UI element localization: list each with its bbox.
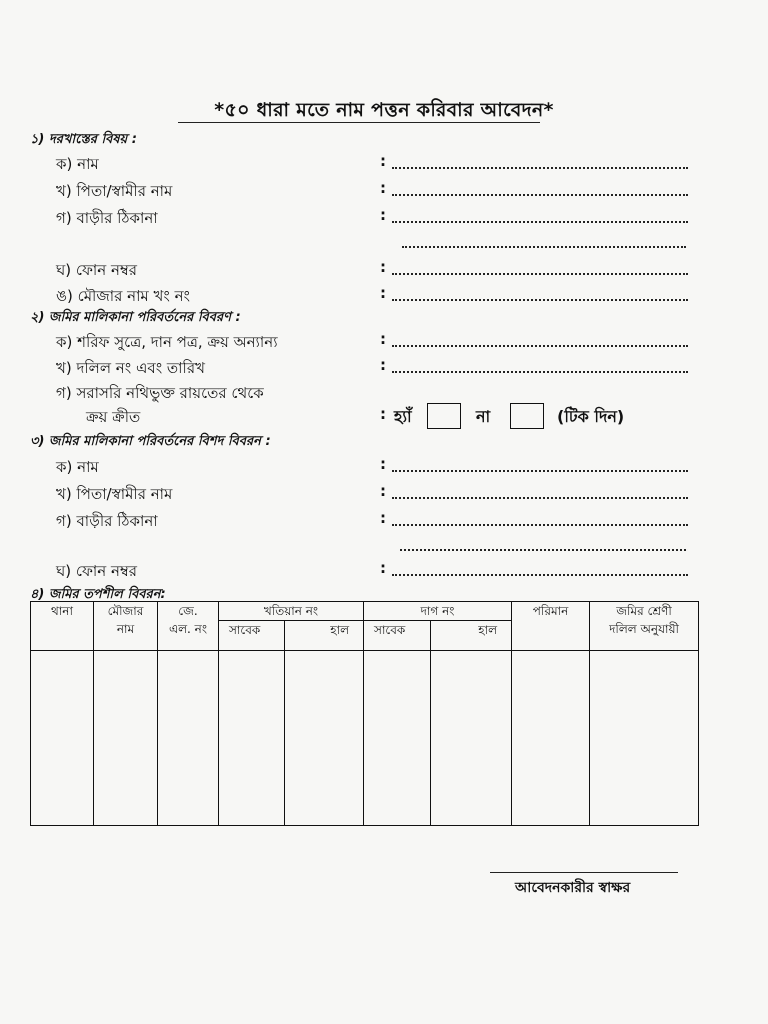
s3-name-colon: : — [380, 455, 386, 473]
land-details-table — [30, 601, 699, 826]
section4-heading: ৪) জমির তপশীল বিবরন: — [30, 587, 166, 602]
yes-label: হ্যাঁ — [394, 407, 412, 426]
col-jl — [158, 602, 219, 651]
s3-address-colon: : — [380, 509, 386, 527]
col-dag-hal: হাল — [431, 621, 512, 651]
s1-phone-field[interactable] — [392, 273, 688, 275]
title-underline — [178, 122, 540, 123]
s1-phone-colon: : — [380, 258, 386, 276]
cell-dag-hal[interactable] — [431, 651, 512, 826]
s1-address-label: গ) বাড়ীর ঠিকানা — [56, 209, 158, 227]
col-jl-line1: জে. — [178, 604, 198, 618]
s3-father-field[interactable] — [392, 497, 688, 499]
col-khatian: খতিয়ান নং — [219, 602, 364, 621]
s3-name-field[interactable] — [392, 470, 688, 472]
s3-name-label: ক) নাম — [56, 458, 99, 476]
col-thana: থানা — [31, 602, 94, 651]
s2-source-label: ক) শরিফ সুত্রে, দান পত্র, ক্রয় অন্যান্য — [56, 333, 278, 351]
s3-father-label: খ) পিতা/স্বামীর নাম — [56, 485, 173, 503]
signature-label: আবেদনকারীর স্বাক্ষর — [515, 880, 631, 896]
s2-deed-label: খ) দলিল নং এবং তারিখ — [56, 359, 205, 377]
col-mouza — [94, 602, 158, 651]
cell-mouza[interactable] — [94, 651, 158, 826]
yes-checkbox[interactable] — [427, 403, 461, 429]
s3-father-colon: : — [380, 482, 386, 500]
s1-father-label: খ) পিতা/স্বামীর নাম — [56, 182, 173, 200]
section1-heading: ১) দরখাস্তের বিষয় : — [30, 132, 137, 147]
signature-line[interactable] — [490, 872, 678, 873]
cell-khatian-sabek[interactable] — [219, 651, 285, 826]
cell-poriman[interactable] — [512, 651, 590, 826]
s1-mouza-colon: : — [380, 284, 386, 302]
s1-mouza-label: ঙ) মৌজার নাম খং নং — [56, 287, 191, 305]
s2-source-colon: : — [380, 330, 386, 348]
s2-purchase-colon: : — [380, 405, 386, 423]
cell-khatian-hal[interactable] — [285, 651, 364, 826]
col-dag: দাগ নং — [364, 602, 512, 621]
no-checkbox[interactable] — [510, 403, 544, 429]
col-khatian-hal: হাল — [285, 621, 364, 651]
section2-heading: ২) জমির মালিকানা পরিবর্তনের বিবরণ : — [30, 310, 241, 325]
form-title: *৫০ ধারা মতে নাম পত্তন করিবার আবেদন* — [214, 99, 554, 121]
tick-instruction: (টিক দিন) — [557, 407, 625, 426]
col-shreni-line1: জমির শ্রেণী — [616, 604, 672, 618]
s1-father-colon: : — [380, 179, 386, 197]
s3-address-label: গ) বাড়ীর ঠিকানা — [56, 512, 158, 530]
cell-dag-sabek[interactable] — [364, 651, 431, 826]
s1-name-label: ক) নাম — [56, 155, 99, 173]
col-shreni-line2: দলিল অনুযায়ী — [609, 622, 679, 636]
s1-address-colon: : — [380, 206, 386, 224]
s3-phone-field[interactable] — [392, 574, 688, 576]
col-shreni — [590, 602, 699, 651]
s3-phone-label: ঘ) ফোন নম্বর — [56, 562, 138, 580]
s2-direct-label: গ) সরাসরি নথিভুক্ত রায়তের থেকে — [56, 384, 264, 402]
s1-mouza-field[interactable] — [392, 299, 688, 301]
col-khatian-sabek: সাবেক — [219, 621, 285, 651]
table-row — [31, 651, 699, 826]
s1-father-field[interactable] — [392, 194, 688, 196]
col-mouza-line1: মৌজার — [107, 604, 144, 618]
s1-phone-label: ঘ) ফোন নম্বর — [56, 261, 138, 279]
col-mouza-line2: নাম — [116, 622, 135, 636]
no-label: না — [476, 407, 491, 426]
cell-shreni[interactable] — [590, 651, 699, 826]
s1-address-field-2[interactable] — [402, 246, 686, 248]
col-jl-line2: এল. নং — [168, 622, 208, 636]
s3-phone-colon: : — [380, 559, 386, 577]
col-dag-sabek: সাবেক — [364, 621, 431, 651]
s2-deed-field[interactable] — [392, 371, 688, 373]
s1-address-field[interactable] — [392, 221, 688, 223]
s2-source-field[interactable] — [392, 345, 688, 347]
section3-heading: ৩) জমির মালিকানা পরিবর্তনের বিশদ বিবরন : — [30, 434, 271, 449]
col-poriman: পরিমান — [512, 602, 590, 651]
s1-name-colon: : — [380, 152, 386, 170]
s3-address-field-2[interactable] — [400, 549, 686, 551]
s3-address-field[interactable] — [392, 524, 688, 526]
cell-jl[interactable] — [158, 651, 219, 826]
s1-name-field[interactable] — [392, 167, 688, 169]
s2-purchase-label: ক্রয় ক্রীত — [86, 408, 141, 426]
cell-thana[interactable] — [31, 651, 94, 826]
s2-deed-colon: : — [380, 356, 386, 374]
